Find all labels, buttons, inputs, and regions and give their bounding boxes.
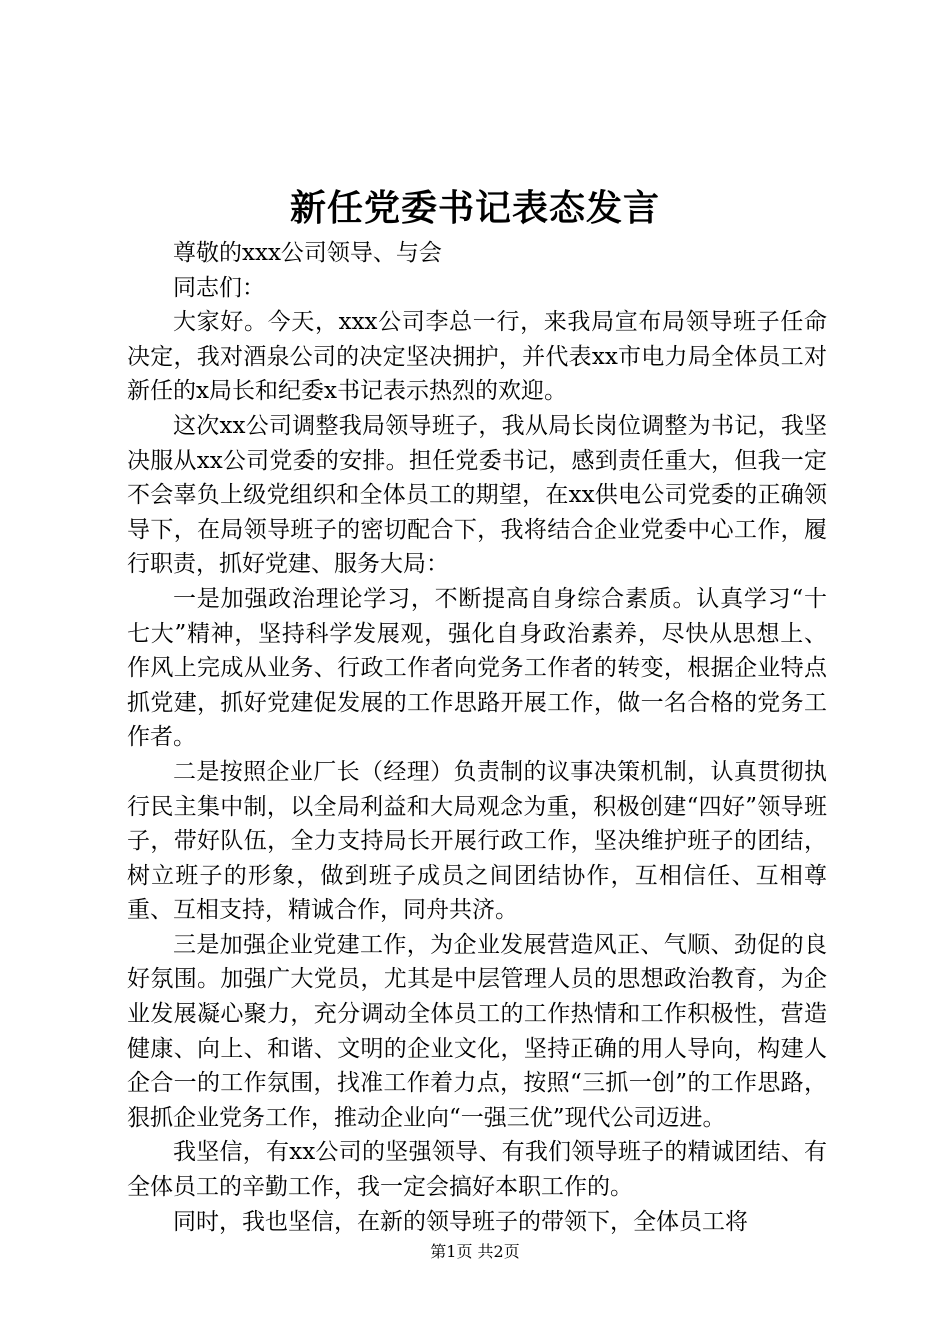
document-title: 新任党委书记表态发言 xyxy=(289,187,660,229)
paragraph-appointment: 这次xx公司调整我局领导班子，我从局长岗位调整为书记，我坚决服从xx公司党委的安排。担任党委书记，感到责任重大，但我一定不会辜负上级党组织和全体员工的期望，在xx供电公司党委的正确领导下，在局领导班子的密切配合下，我将结合企业党委中心工作，履行职责，抓好党建、服务大局： xyxy=(127,412,827,578)
paragraph-closing: 同时，我也坚信，在新的领导班子的带领下，全体员工将 xyxy=(173,1208,748,1235)
paragraph-confidence: 我坚信，有xx公司的坚强领导、有我们领导班子的精诚团结、有全体员工的辛勤工作，我一定会搞好本职工作的。 xyxy=(127,1139,827,1201)
paragraph-point-one: 一是加强政治理论学习，不断提高自身综合素质。认真学习“十七大”精神，坚持科学发展观，强化自身政治素养，尽快从思想上、作风上完成从业务、行政工作者向党务工作者的转变，根据企业特点抓党建，抓好党建促发展的工作思路开展工作，做一名合格的党务工作者。 xyxy=(127,585,827,751)
page-number-footer: 第1页 共2页 xyxy=(430,1242,520,1261)
document-body xyxy=(127,236,827,1239)
paragraph-greeting: 大家好。今天，xxx公司李总一行，来我局宣布局领导班子任命决定，我对酒泉公司的决定坚决拥护，并代表xx市电力局全体员工对新任的x局长和纪委x书记表示热烈的欢迎。 xyxy=(127,309,827,405)
salutation-line-2: 同志们： xyxy=(173,274,265,301)
paragraph-point-three: 三是加强企业党建工作，为企业发展营造风正、气顺、劲促的良好氛围。加强广大党员，尤其是中层管理人员的思想政治教育，为企业发展凝心聚力，充分调动全体员工的工作热情和工作积极性，营造健康、向上、和谐、文明的企业文化，坚持正确的用人导向，构建人企合一的工作氛围，找准工作着力点，按照“三抓一创”的工作思路，狠抓企业党务工作，推动企业向“一强三优”现代公司迈进。 xyxy=(127,931,827,1131)
paragraph-point-two: 二是按照企业厂长（经理）负责制的议事决策机制，认真贯彻执行民主集中制，以全局利益和大局观念为重，积极创建“四好”领导班子，带好队伍，全力支持局长开展行政工作，坚决维护班子的团结，树立班子的形象，做到班子成员之间团结协作，互相信任、互相尊重、互相支持，精诚合作，同舟共济。 xyxy=(127,758,827,924)
salutation-line-1: 尊敬的xxx公司领导、与会 xyxy=(173,240,442,266)
